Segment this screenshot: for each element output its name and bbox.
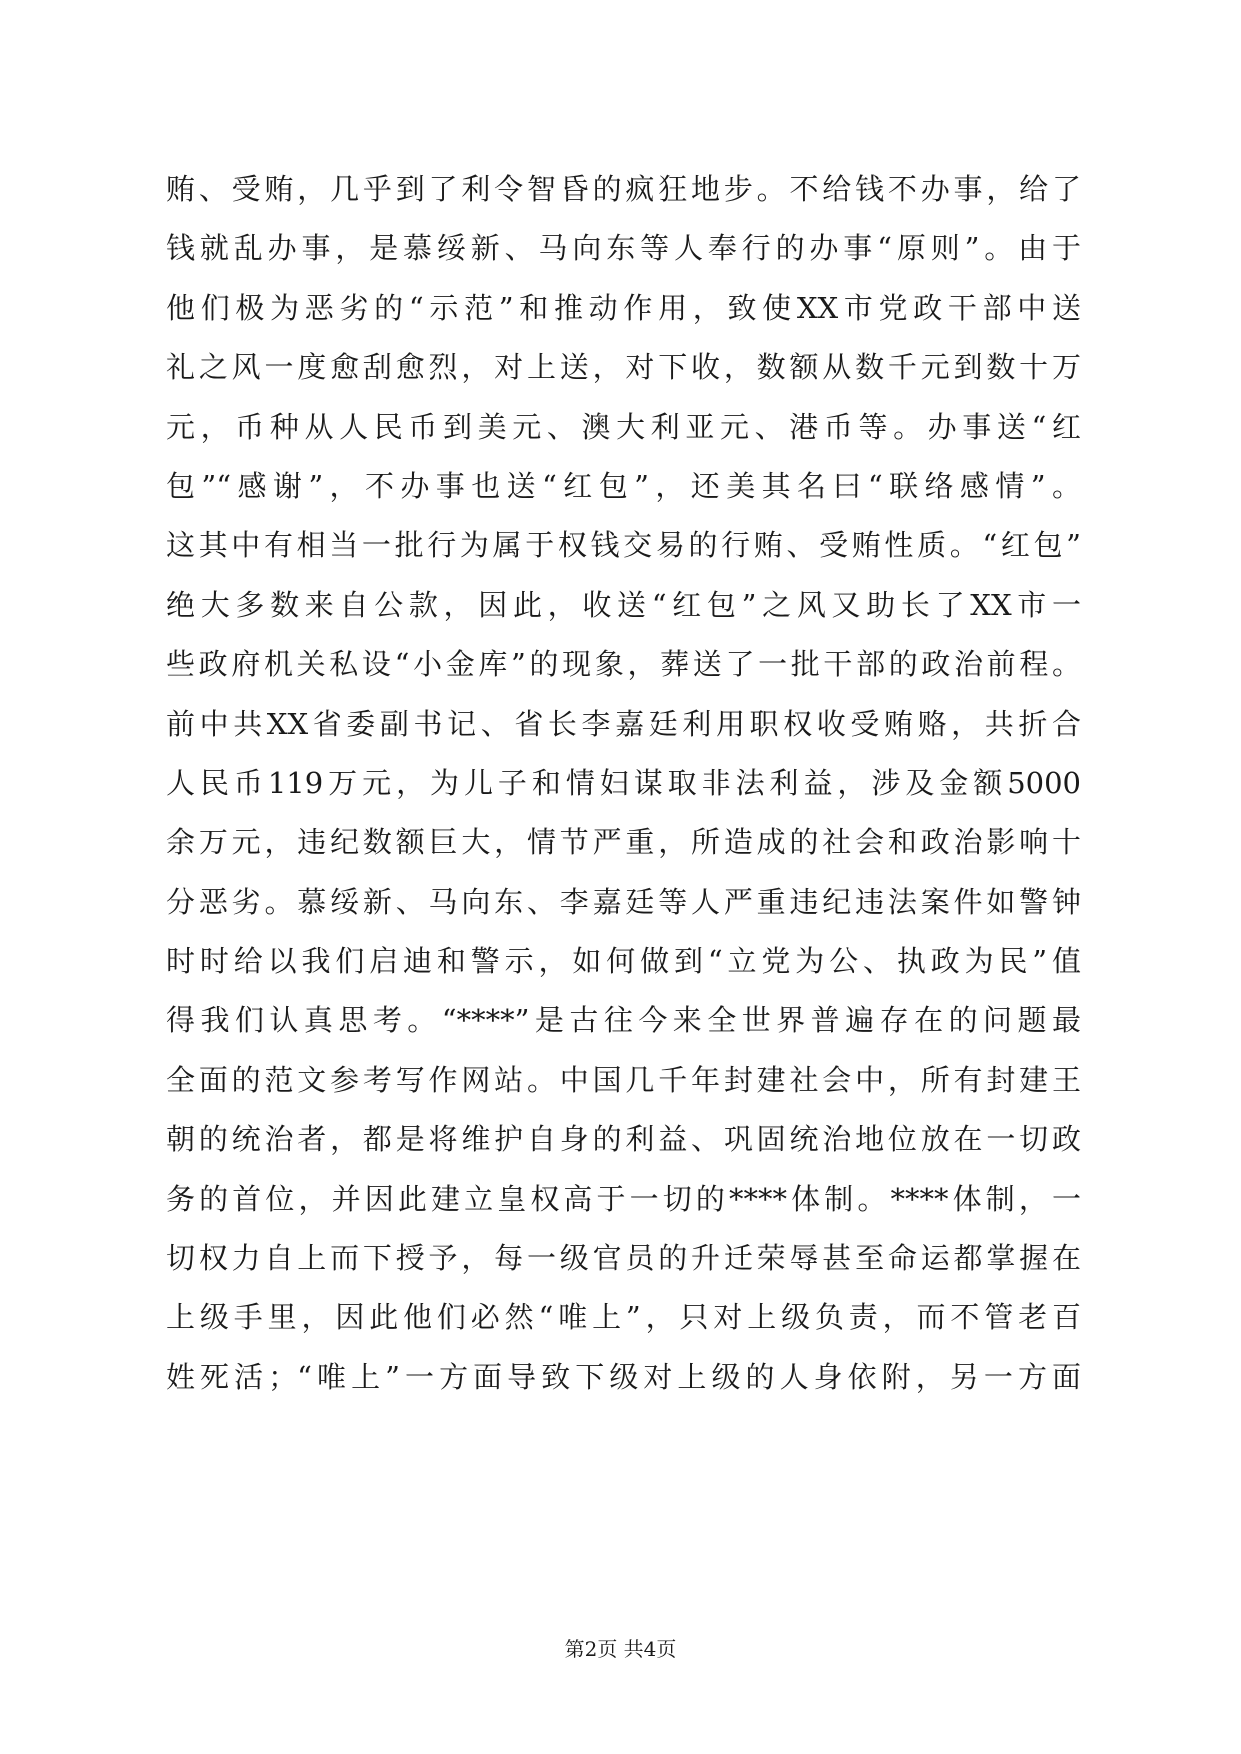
text-line: 时时给以我们启迪和警示，如何做到“立党为公、执政为民”值 (166, 944, 1081, 979)
page-number-footer: 第2页 共4页 (564, 1637, 677, 1661)
text-line: 朝的统治者，都是将维护自身的利益、巩固统治地位放在一切政 (166, 1122, 1081, 1157)
text-line: 这其中有相当一批行为属于权钱交易的行贿、受贿性质。“红包” (166, 528, 1081, 563)
text-line: 全面的范文参考写作网站。中国几千年封建社会中，所有封建王 (166, 1062, 1081, 1097)
text-line: 分恶劣。慕绥新、马向东、李嘉廷等人严重违纪违法案件如警钟 (166, 884, 1081, 919)
text-line: 上级手里，因此他们必然“唯上”，只对上级负责，而不管老百 (166, 1300, 1081, 1335)
text-line: 人民币119万元，为儿子和情妇谋取非法利益，涉及金额5000 (166, 765, 1081, 800)
text-line: 些政府机关私设“小金库”的现象，葬送了一批干部的政治前程。 (166, 647, 1081, 682)
text-line: 贿、受贿，几乎到了利令智昏的疯狂地步。不给钱不办事，给了 (166, 172, 1081, 206)
text-line: 他们极为恶劣的“示范”和推动作用，致使XX市党政干部中送 (166, 290, 1081, 325)
body-text (166, 160, 1081, 1407)
text-line: 绝大多数来自公款，因此，收送“红包”之风又助长了XX市一 (166, 587, 1081, 622)
text-line: 礼之风一度愈刮愈烈，对上送，对下收，数额从数千元到数十万 (166, 350, 1081, 385)
text-line: 元，币种从人民币到美元、澳大利亚元、港币等。办事送“红 (166, 409, 1081, 444)
text-line: 得我们认真思考。“****”是古往今来全世界普遍存在的问题最 (166, 1003, 1081, 1038)
text-line: 包”“感谢”，不办事也送“红包”，还美其名曰“联络感情”。 (166, 468, 1081, 503)
text-line: 切权力自上而下授予，每一级官员的升迁荣辱甚至命运都掌握在 (166, 1241, 1081, 1276)
text-line: 钱就乱办事，是慕绥新、马向东等人奉行的办事“原则”。由于 (166, 231, 1081, 266)
text-line: 姓死活；“唯上”一方面导致下级对上级的人身依附，另一方面 (166, 1359, 1081, 1394)
text-line: 余万元，违纪数额巨大，情节严重，所造成的社会和政治影响十 (166, 825, 1081, 860)
text-line: 前中共XX省委副书记、省长李嘉廷利用职权收受贿赂，共折合 (166, 706, 1081, 741)
text-line: 务的首位，并因此建立皇权高于一切的****体制。****体制，一 (166, 1181, 1081, 1216)
